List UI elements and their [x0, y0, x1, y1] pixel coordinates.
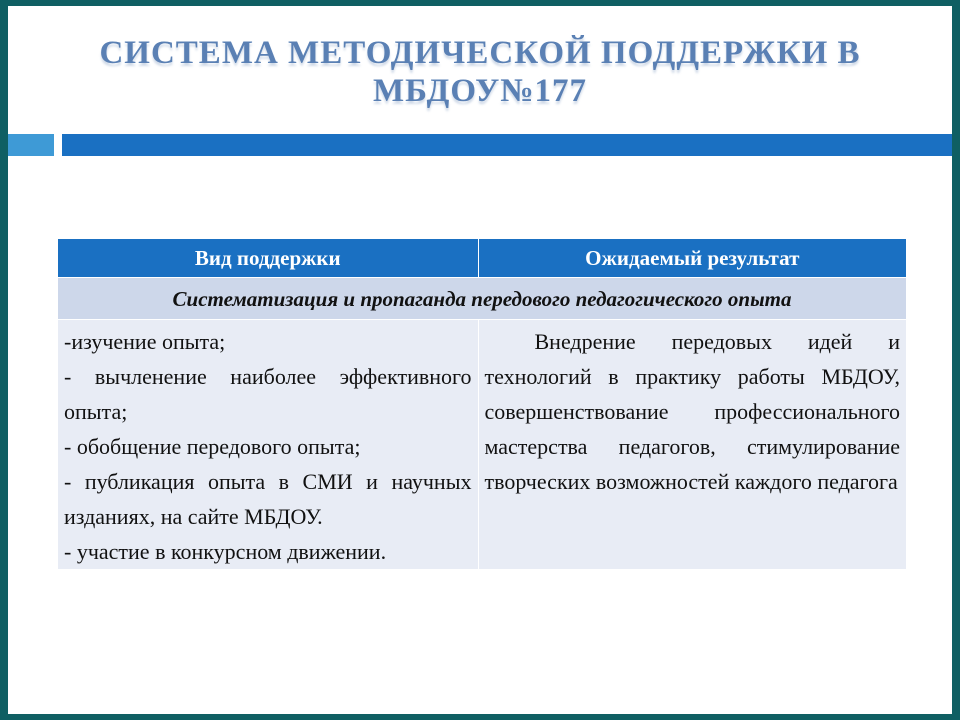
table-section-row: [58, 278, 906, 320]
accent-bar-left: [8, 134, 54, 156]
support-item: - участие в конкурсном движении.: [64, 539, 387, 564]
header-expected-result: Ожидаемый результат: [478, 239, 906, 278]
table-header-row: [58, 239, 906, 278]
support-item: - публикация опыта в СМИ и научных изданиях, на сайте МБДОУ.: [64, 469, 472, 529]
support-item: - обобщение передового опыта;: [64, 434, 361, 459]
support-table: [58, 239, 906, 569]
support-item: - вычленение наиболее эффективного опыта;: [64, 364, 472, 424]
slide-title-line-2: МБДОУ№177: [372, 73, 588, 109]
support-item: -изучение опыта;: [64, 329, 226, 354]
section-title: Систематизация и пропаганда передового педагогического опыта: [58, 278, 906, 320]
expected-result-cell: Внедрение передовых идей и технологий в практику работы МБДОУ, совершенствование профессионального мастерства педагогов, стимулирование творческих возможностей каждого педагога: [478, 320, 906, 570]
slide-title: [8, 34, 952, 110]
slide: [8, 6, 952, 714]
table-row: [58, 320, 906, 570]
slide-title-line-1: СИСТЕМА МЕТОДИЧЕСКОЙ ПОДДЕРЖКИ В: [99, 35, 861, 71]
support-items-cell: [58, 320, 478, 570]
header-support-type: Вид поддержки: [58, 239, 478, 278]
accent-bar-right: [62, 134, 952, 156]
